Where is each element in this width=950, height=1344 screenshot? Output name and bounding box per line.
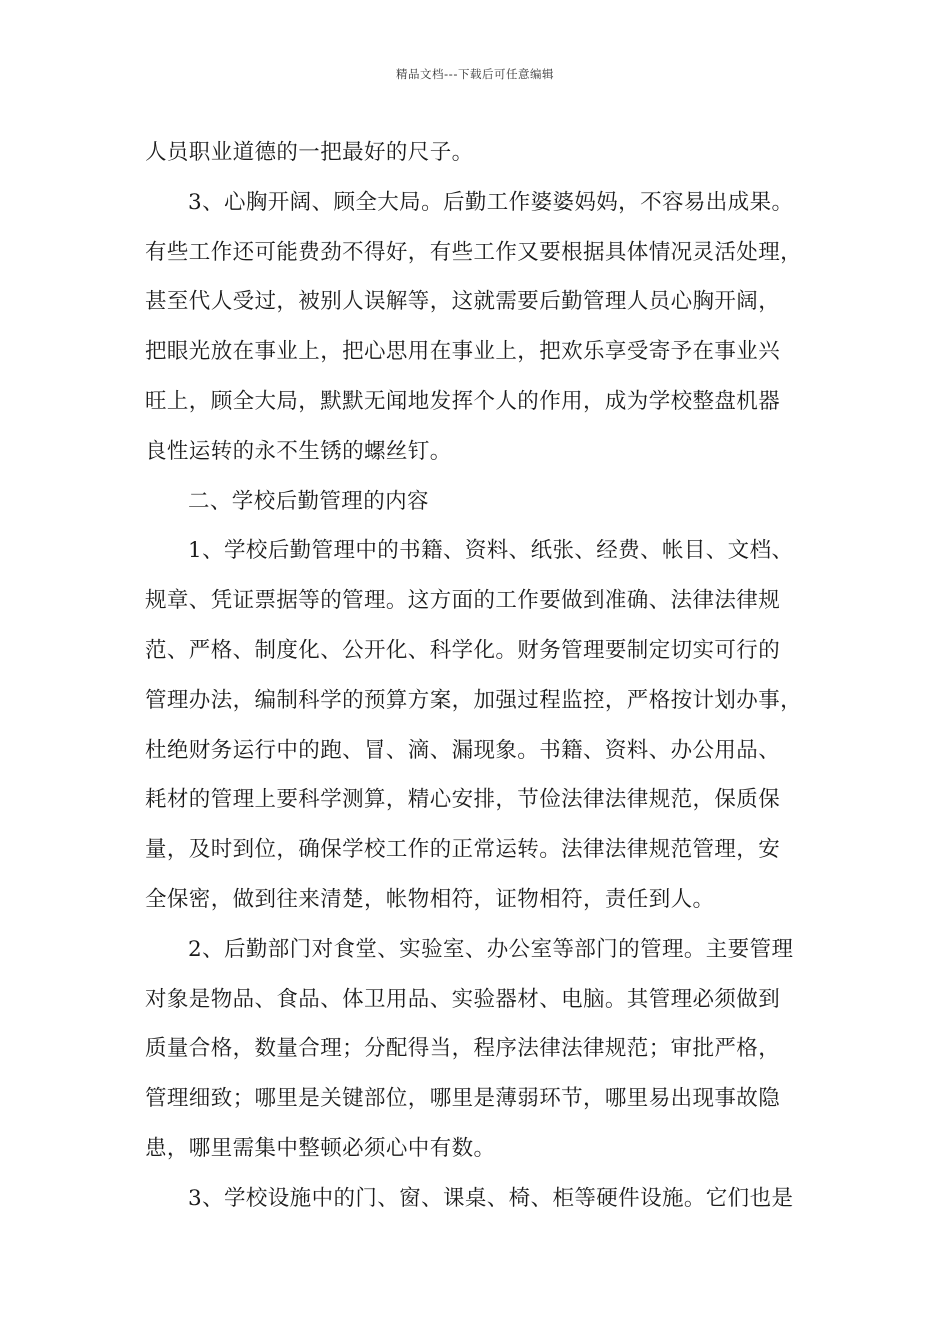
text-line: 甚至代人受过，被别人误解等，这就需要后勤管理人员心胸开阔，: [145, 289, 781, 315]
text-line: 量，及时到位，确保学校工作的正常运转。法律法律规范管理，安: [145, 837, 781, 863]
text-line: 把眼光放在事业上，把心思用在事业上，把欢乐享受寄予在事业兴: [145, 339, 781, 365]
text-line: 旺上，顾全大局，默默无闻地发挥个人的作用，成为学校整盘机器: [145, 388, 781, 414]
text-line: 管理细致；哪里是关键部位，哪里是薄弱环节，哪里易出现事故隐: [145, 1086, 781, 1112]
text-line: 杜绝财务运行中的跑、冒、滴、漏现象。书籍、资料、办公用品、: [145, 737, 781, 763]
text-line: 良性运转的永不生锈的螺丝钉。: [145, 438, 452, 464]
text-line: 质量合格，数量合理；分配得当，程序法律法律规范；审批严格，: [145, 1036, 781, 1062]
text-line: 患，哪里需集中整顿必须心中有数。: [145, 1135, 496, 1161]
document-body: [145, 128, 825, 1224]
text-line: 全保密，做到往来清楚，帐物相符，证物相符，责任到人。: [145, 886, 715, 912]
text-line: 范、严格、制度化、公开化、科学化。财务管理要制定切实可行的: [145, 637, 781, 663]
text-line: 2、后勤部门对食堂、实验室、办公室等部门的管理。主要管理: [188, 936, 794, 962]
text-line: 3、心胸开阔、顾全大局。后勤工作婆婆妈妈，不容易出成果。: [188, 189, 794, 215]
text-line: 规章、凭证票据等的管理。这方面的工作要做到准确、法律法律规: [145, 588, 781, 614]
text-line: 3、学校设施中的门、窗、课桌、椅、柜等硬件设施。它们也是: [188, 1185, 794, 1211]
text-line: 对象是物品、食品、体卫用品、实验器材、电脑。其管理必须做到: [145, 986, 781, 1012]
text-line: 耗材的管理上要科学测算，精心安排，节俭法律法律规范，保质保: [145, 787, 781, 813]
text-line: 1、学校后勤管理中的书籍、资料、纸张、经费、帐目、文档、: [188, 538, 794, 564]
text-line: 有些工作还可能费劲不得好，有些工作又要根据具体情况灵活处理，: [145, 239, 803, 265]
section-heading: 二、学校后勤管理的内容: [188, 488, 429, 514]
text-line: 人员职业道德的一把最好的尺子。: [145, 140, 474, 165]
text-line: 管理办法，编制科学的预算方案，加强过程监控，严格按计划办事，: [145, 687, 803, 713]
page-header: 精品文档---下载后可任意编辑: [396, 67, 554, 81]
